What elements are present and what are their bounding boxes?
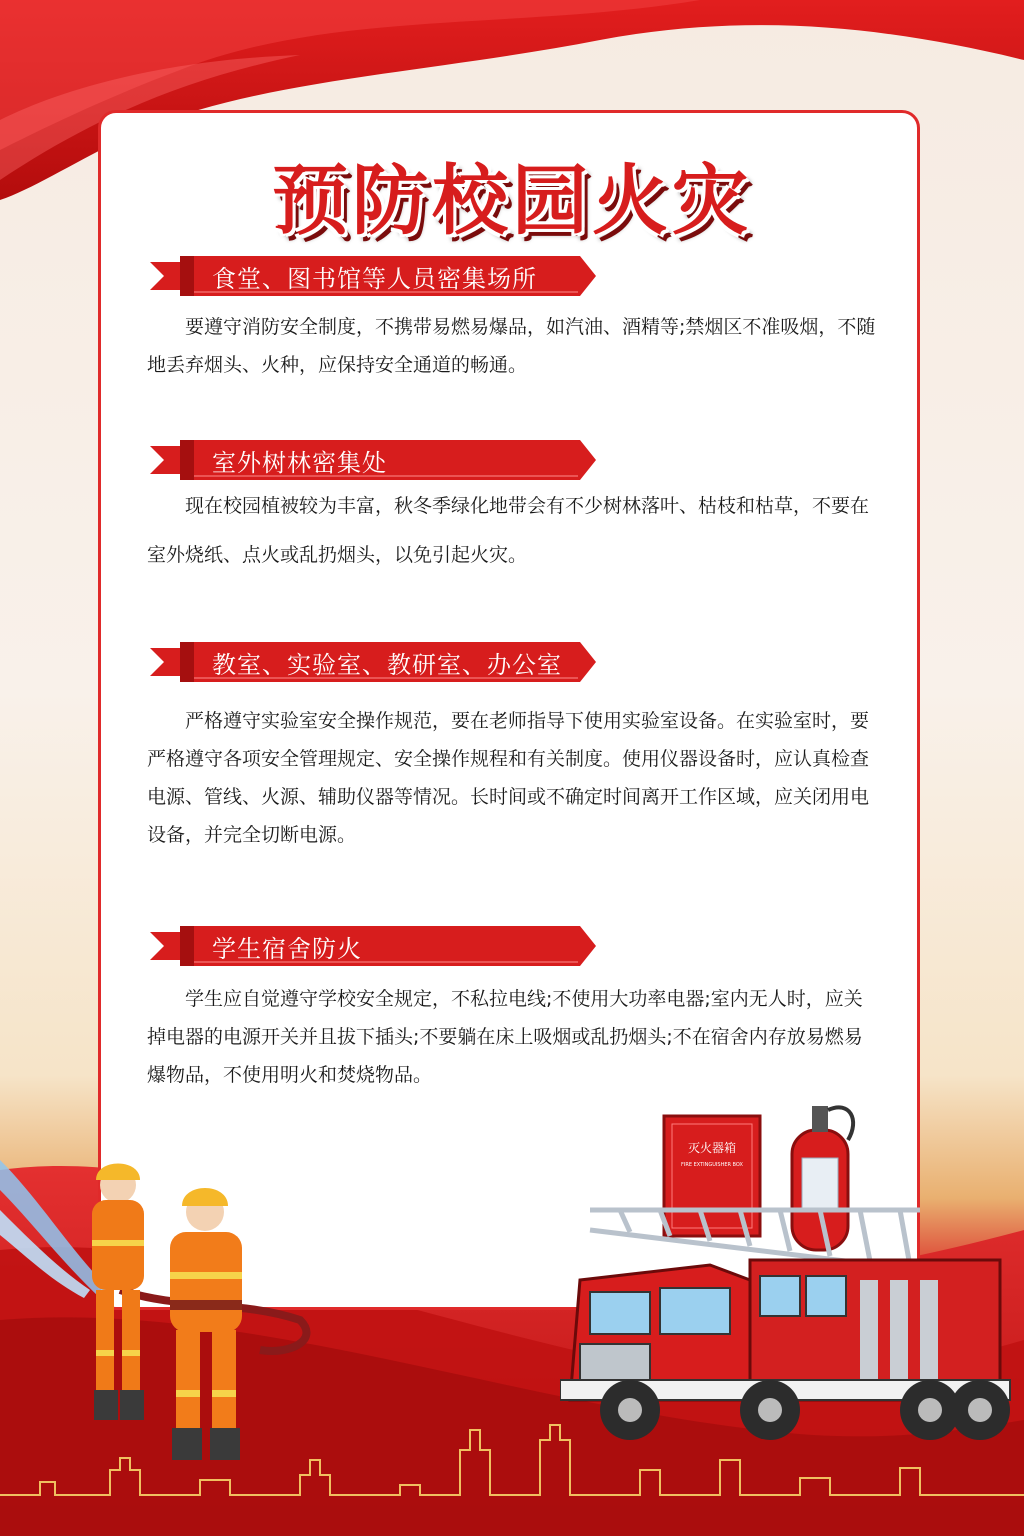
extinguisher-box-label: 灭火器箱 [687,1141,737,1155]
poster-title: 预防校园火灾 [272,156,752,245]
section-heading: 教室、实验室、教研室、办公室 [212,651,562,679]
section-heading: 学生宿舍防火 [212,935,362,963]
section-banner-classroom [150,640,596,684]
section-banner-canteen [150,254,596,298]
section-banner-dormitory [150,924,596,968]
section-body: 学生应自觉遵守学校安全规定，不私拉电线;不使用大功率电器;室内无人时，应关掉电器的电源开关并且拔下插头;不要躺在床上吸烟或乱扔烟头;不在宿舍内存放易燃易爆物品，不使用明火和焚烧物品。 [147,988,863,1086]
section-heading: 食堂、图书馆等人员密集场所 [212,265,537,293]
section-heading: 室外树林密集处 [212,449,387,477]
section-body: 现在校园植被较为丰富，秋冬季绿化地带会有不少树林落叶、枯枝和枯草，不要在室外烧纸、点火或乱扔烟头，以免引起火灾。 [147,495,870,566]
fire-truck-illustration [560,1080,1024,1460]
section-banner-outdoor [150,438,596,482]
firefighters-illustration [0,1140,340,1470]
section-body: 严格遵守实验室安全操作规范，要在老师指导下使用实验室设备。在实验室时，要严格遵守各项安全管理规定、安全操作规程和有关制度。使用仪器设备时，应认真检查电源、管线、火源、辅助仪器等情况。长时间或不确定时间离开工作区域，应关闭用电设备，并完全切断电源。 [147,710,870,846]
section-body: 要遵守消防安全制度，不携带易燃易爆品，如汽油、酒精等;禁烟区不准吸烟，不随地丢弃烟头、火种，应保持安全通道的畅通。 [147,316,876,376]
extinguisher-box-sublabel: FIRE EXTINGUISHER BOX [681,1162,743,1168]
